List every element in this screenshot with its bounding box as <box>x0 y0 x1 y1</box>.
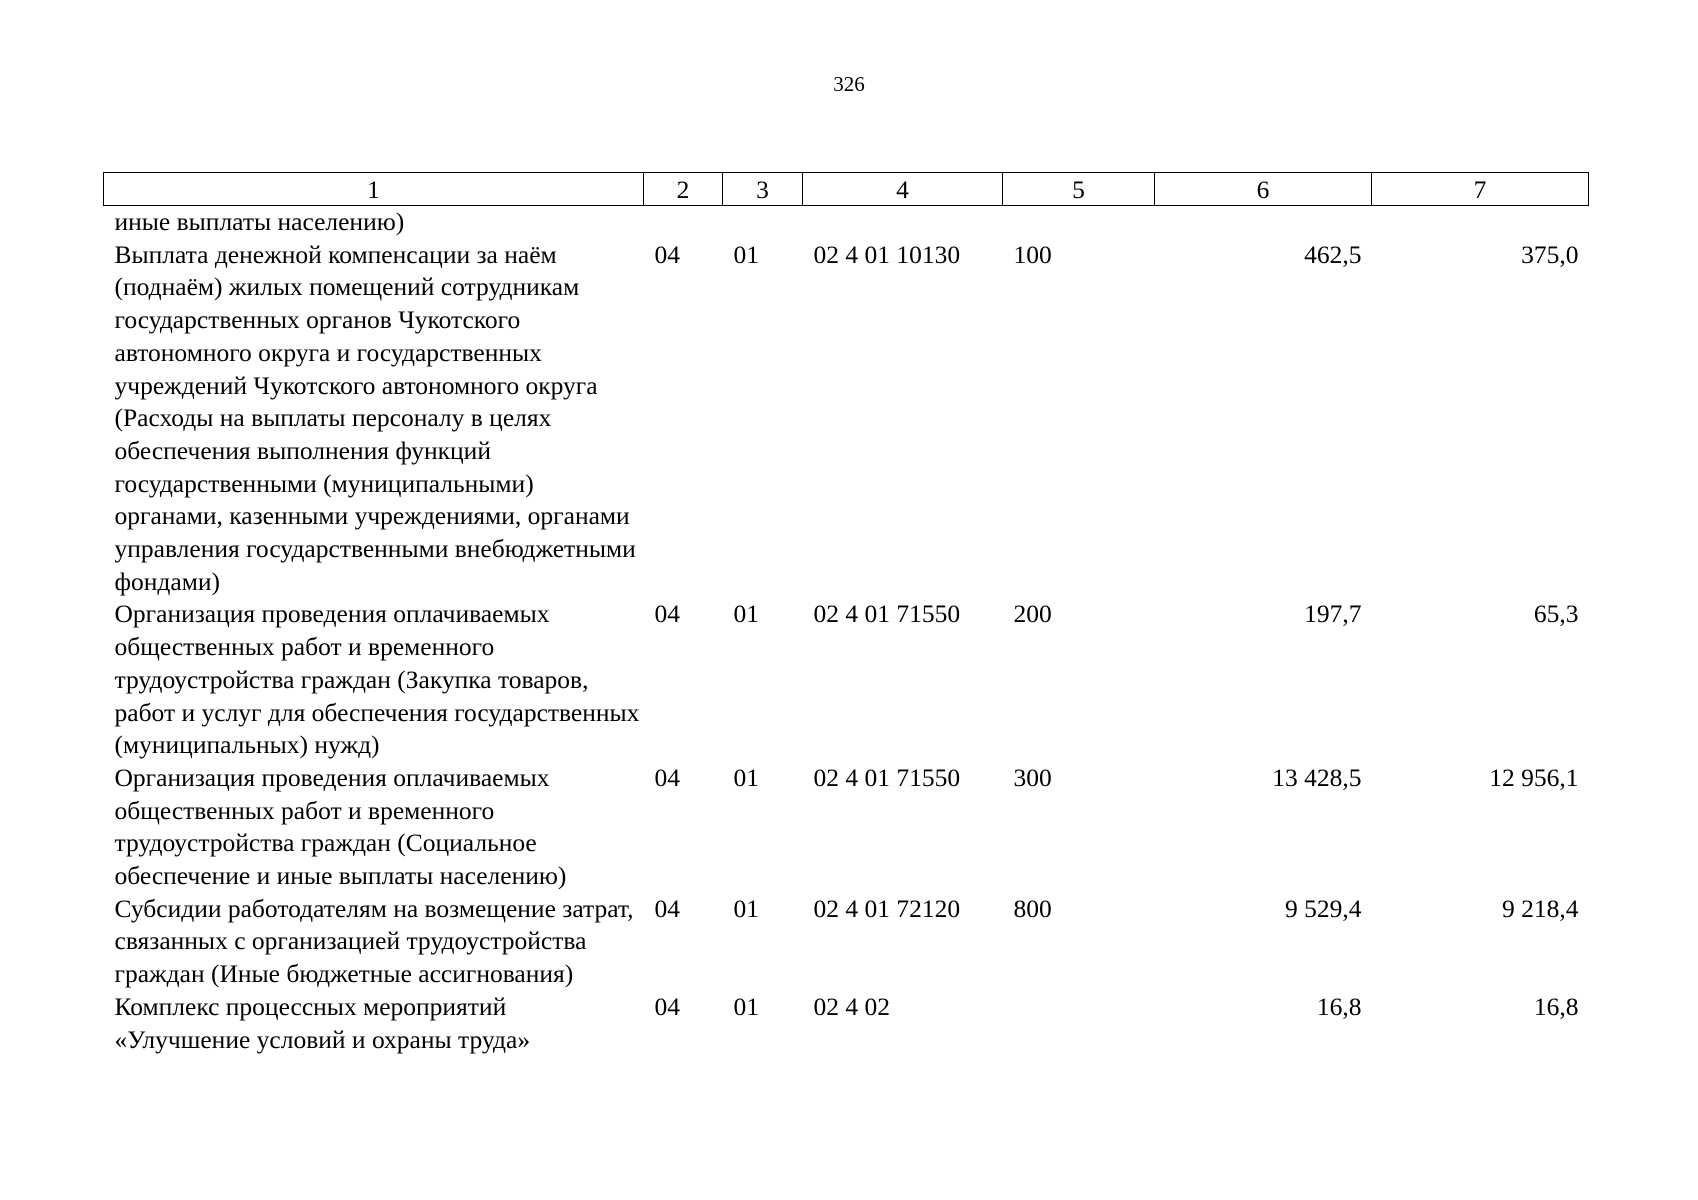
column-header-2: 2 <box>644 173 723 206</box>
expense-name: Организация проведения оплачиваемых общественных работ и временного трудоустройства граждан (Социальное обеспечение и иные выплаты населению) <box>114 762 567 891</box>
column-header-3: 3 <box>723 173 803 206</box>
expense-type-code <box>1003 991 1155 1056</box>
amount-column-7: 16,8 <box>1533 991 1579 1021</box>
amount-column-6: 197,7 <box>1304 599 1362 629</box>
header-row <box>104 173 1589 206</box>
target-article-code: 02 4 01 10130 <box>813 239 961 269</box>
subsection-code: 01 <box>733 599 759 629</box>
section-code <box>644 206 723 239</box>
expense-name: Комплекс процессных мероприятий «Улучшение условий и охраны труда» <box>114 991 531 1054</box>
page-number: 326 <box>833 72 865 96</box>
expense-type-code: 300 <box>1013 762 1052 792</box>
table-row <box>104 893 1589 991</box>
subsection-code: 01 <box>733 991 759 1021</box>
section-code: 04 <box>654 991 680 1021</box>
subsection-code: 01 <box>733 762 759 792</box>
section-code: 04 <box>654 239 680 269</box>
target-article-code: 02 4 02 <box>813 991 890 1021</box>
target-article-code: 02 4 01 72120 <box>813 893 961 923</box>
amount-column-6: 13 428,5 <box>1272 762 1362 792</box>
target-article-code: 02 4 01 71550 <box>813 762 961 792</box>
amount-column-7: 9 218,4 <box>1502 893 1579 923</box>
amount-column-6 <box>1155 206 1372 239</box>
expense-type-code: 200 <box>1013 599 1052 629</box>
table-row <box>104 762 1589 893</box>
expense-name: иные выплаты населению) <box>114 207 405 236</box>
amount-column-6: 9 529,4 <box>1285 893 1362 923</box>
subsection-code <box>723 206 803 239</box>
table-row <box>104 991 1589 1056</box>
section-code: 04 <box>654 762 680 792</box>
target-article-code: 02 4 01 71550 <box>813 599 961 629</box>
budget-table <box>103 172 1589 1056</box>
expense-name: Выплата денежной компенсации за наём (поднаём) жилых помещений сотрудникам государственных органов Чукотского автономного округа и государственных учреждений Чукотского автономного округа (Расходы на выплаты персоналу в целях обеспечения выполнения функций государственными (муниципальными) органами, казенными учреждениями, органами управления государственными внебюджетными фондами) <box>114 239 636 596</box>
table-row <box>104 239 1589 599</box>
expense-type-code: 100 <box>1013 239 1052 269</box>
amount-column-7: 375,0 <box>1521 239 1579 269</box>
amount-column-7: 65,3 <box>1533 599 1579 629</box>
table-row <box>104 598 1589 762</box>
column-header-4: 4 <box>803 173 1003 206</box>
subsection-code: 01 <box>733 239 759 269</box>
amount-column-7 <box>1372 206 1589 239</box>
column-header-1: 1 <box>104 173 644 206</box>
expense-name: Организация проведения оплачиваемых общественных работ и временного трудоустройства граждан (Закупка товаров, работ и услуг для обеспечения государственных (муниципальных) нужд) <box>114 599 640 760</box>
expense-type-code: 800 <box>1013 893 1052 923</box>
column-header-7: 7 <box>1372 173 1589 206</box>
section-code: 04 <box>654 893 680 923</box>
subsection-code: 01 <box>733 893 759 923</box>
expense-name: Субсидии работодателям на возмещение затрат, связанных с организацией трудоустройства граждан (Иные бюджетные ассигнования) <box>114 893 634 989</box>
target-article-code <box>803 206 1003 239</box>
amount-column-6: 16,8 <box>1316 991 1362 1021</box>
column-header-5: 5 <box>1003 173 1155 206</box>
column-header-6: 6 <box>1155 173 1372 206</box>
amount-column-6: 462,5 <box>1304 239 1362 269</box>
amount-column-7: 12 956,1 <box>1489 762 1579 792</box>
section-code: 04 <box>654 599 680 629</box>
table-row <box>104 206 1589 239</box>
expense-type-code <box>1003 206 1155 239</box>
